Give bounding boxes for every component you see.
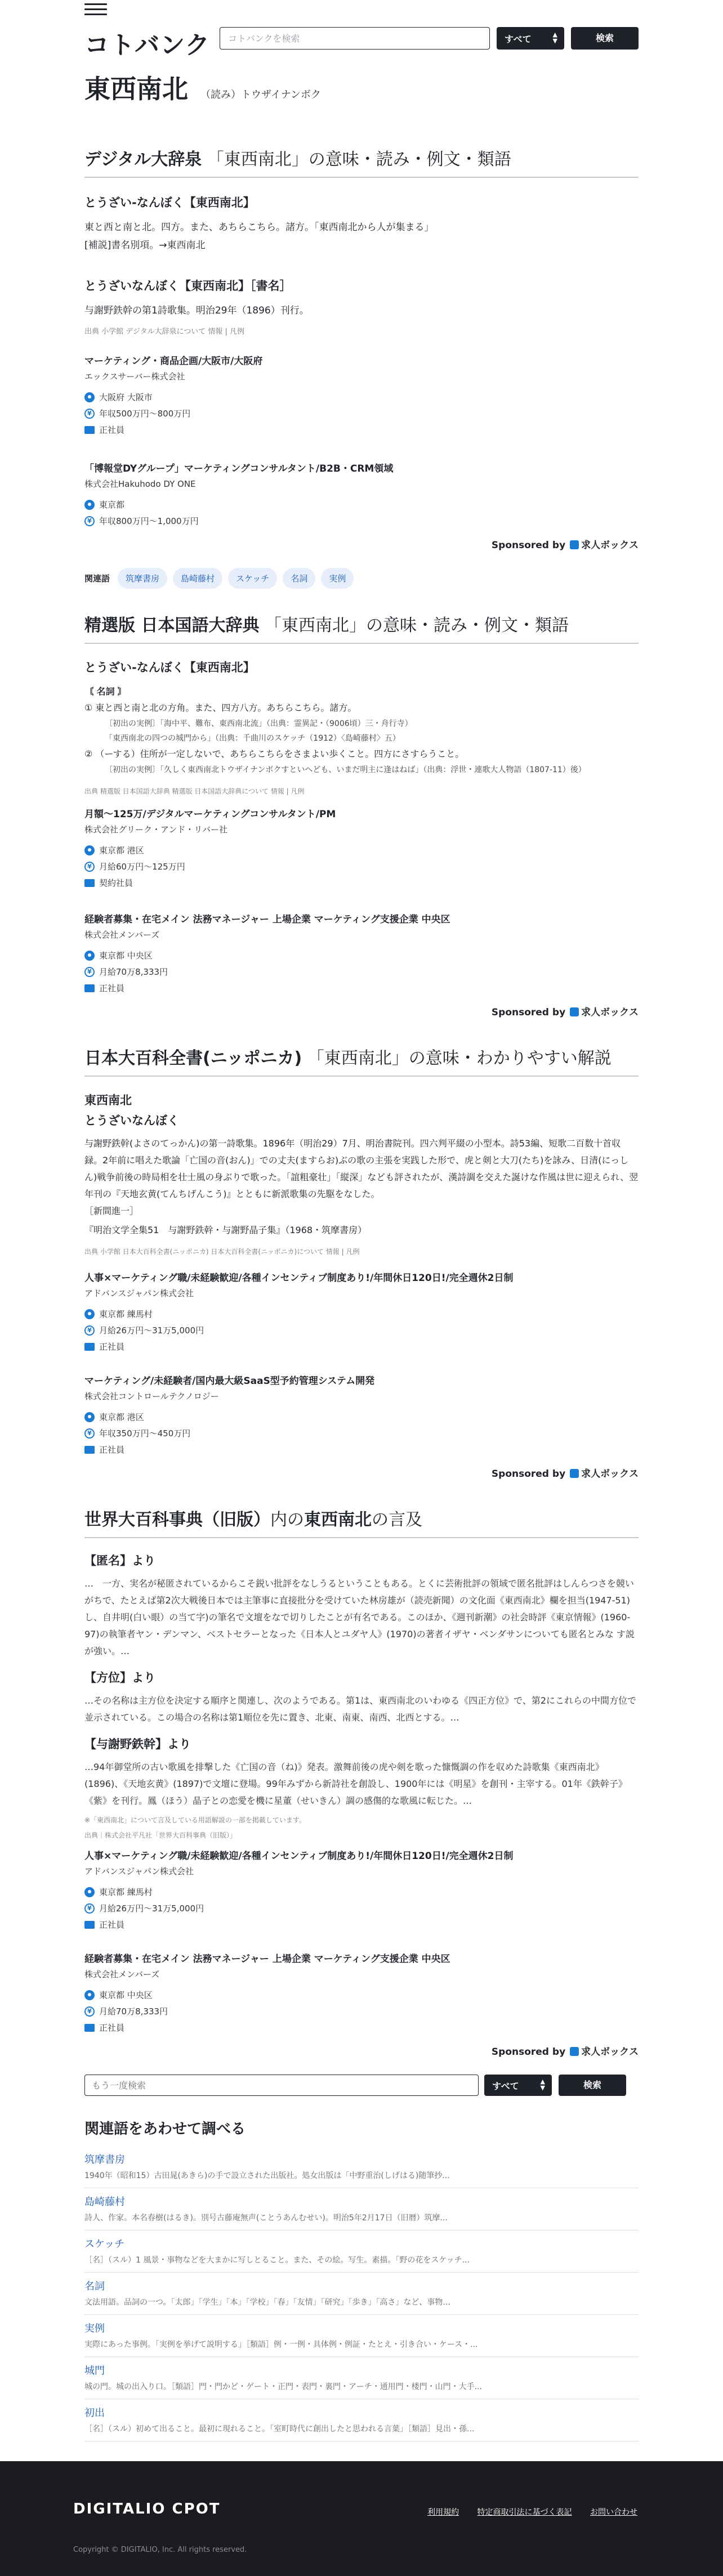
bottom-search-bar <box>84 2075 639 2096</box>
nipponica-heading: 日本大百科全書(ニッポニカ) 「東西南北」の意味・わかりやすい解説 <box>84 1044 639 1077</box>
sponsor-label: Sponsored by 求人ボックス <box>84 1466 639 1480</box>
tag-item[interactable]: スケッチ <box>228 568 277 589</box>
salary-icon: ¥ <box>84 409 95 419</box>
job-location: 東京都 <box>99 500 125 510</box>
job-ad[interactable] <box>84 1270 639 1352</box>
location-pin-icon <box>84 1412 95 1422</box>
related-item[interactable] <box>84 2399 639 2441</box>
job-salary: 月給26万円〜31万5,000円 <box>99 1903 204 1914</box>
job-location: 東京都 港区 <box>99 845 144 855</box>
nipponica-body: 与謝野鉄幹(よさのてっかん)の第一詩歌集。1896年（明治29）7月、明治書院刊。四六判平綴の小型本。詩53編、短歌二百数十首収録。2年前に唱えた歌論「亡国の音(おん)」での丈夫(ますらお)ぶの歌の主張を実践した形で、虎と剣と大刀(たち)を詠み、日清(にっしん)戦争前後の時局相を壮士風の身ぶりで歌った。「誼粗豪壮」「縦深」なども評されたが、漢詩調を交えた誕けな作風は世に迎えられ、翌年刊の『天地玄黄(てんちげんこう)』とともに新派歌集の先駆をなした。 <box>84 1138 639 1199</box>
related-desc: 詩人、作家。本名春樹(はるき)。別号古藤庵無声(ことうあんむせい)。明治5年2月17日（旧暦）筑摩... <box>84 2214 448 2223</box>
nipponica-bibliography: 『明治文学全集51 与謝野鉄幹・与謝野晶子集』（1968・筑摩書房） <box>84 1225 367 1235</box>
salary-icon: ¥ <box>84 1325 95 1336</box>
nikkoku-def1-note: 〔初出の実例〕「海中平、難布、東西南北流」（出典：霊異記・（9006頃）三・舟行寺） <box>105 719 413 728</box>
related-tags-label: 関連語 <box>84 574 110 584</box>
related-term[interactable]: 実例 <box>84 2323 105 2335</box>
job-salary: 年収800万円〜1,000万円 <box>99 516 199 526</box>
job-location: 東京都 練馬村 <box>99 1887 153 1897</box>
footer-copyright: Copyright © DIGITALIO, Inc. All rights reserved. <box>73 2546 247 2554</box>
salary-icon: ¥ <box>84 516 95 526</box>
sekai-note: ※「東西南北」について言及している用語解説の一部を掲載しています。 <box>84 1816 306 1824</box>
job-title[interactable]: 経験者募集・在宅メイン 法務マネージャー 上場企業 マーケティング支援企業 中央区 <box>84 1954 450 1965</box>
location-pin-icon <box>84 1309 95 1319</box>
related-term[interactable]: スケッチ <box>84 2238 125 2250</box>
search-scope-label: すべて <box>505 34 532 44</box>
nipponica-source: 出典 小学館 日本大百科全書(ニッポニカ) 日本大百科全書(ニッポニカ)について 情報 | 凡例 <box>84 1248 360 1256</box>
nikkoku-entry-title: とうざい‐なんぼく【東西南北】 <box>84 661 255 674</box>
job-company: 株式会社Hakuhodo DY ONE <box>84 479 196 489</box>
sponsor-brand[interactable]: 求人ボックス <box>570 537 639 551</box>
related-term[interactable]: 名詞 <box>84 2281 105 2292</box>
job-location: 東京都 練馬村 <box>99 1309 153 1319</box>
job-ad[interactable] <box>84 806 639 889</box>
nipponica-reading: とうざいなんぼく <box>84 1114 179 1127</box>
job-type: 正社員 <box>99 2023 125 2033</box>
job-title[interactable]: 「博報堂DYグループ」マーケティングコンサルタント/B2B・CRM領域 <box>84 463 394 474</box>
select-arrows-icon: ▲ ▼ <box>552 31 557 44</box>
job-ad[interactable] <box>84 460 639 527</box>
nipponica-title: 東西南北 <box>84 1094 132 1107</box>
related-list <box>84 2146 639 2441</box>
related-item[interactable] <box>84 2146 639 2188</box>
bottom-search-input[interactable] <box>84 2075 479 2096</box>
hamburger-menu-icon[interactable] <box>84 3 107 18</box>
entry-reading: （読み）トウザイナンボク <box>200 89 321 101</box>
salary-icon: ¥ <box>84 862 95 872</box>
sekai-s3-body: …94年御堂所の古い歌風を排撃した《亡国の音（ね)》発表。激舞前後の虎や剣を歌った慷慨調の作を収めた詩歌集《東西南北》(1896)、《天地玄黄》(1897)で文壇に登場。99年みずから新詩社を創設し、1900年には《明星》を創刊・主宰する。01年《鉄幹子》《紫》を刊行。鳳（ほう）晶子との恋愛を機に星董（せいきん）調の感傷的な歌風に転じた。… <box>84 1762 627 1806</box>
tag-item[interactable]: 筑摩書房 <box>118 568 167 589</box>
job-ad[interactable] <box>84 911 639 994</box>
job-ad[interactable] <box>84 1373 639 1455</box>
sekai-source: 出典｜株式会社平凡社「世界大百科事典（旧版）」 <box>84 1831 237 1839</box>
daijisen-entry-title: とうざい‐なんぼく【東西南北】 <box>84 196 255 209</box>
entry-heading <box>84 69 639 106</box>
sekai-s3-title: 【与謝野鉄幹】より <box>84 1737 191 1751</box>
job-title[interactable]: 月額〜125万/デジタルマーケティングコンサルタント/PM <box>84 809 336 820</box>
select-arrows-icon: ▲ ▼ <box>540 2078 545 2091</box>
daijisen-book-title: とうざいなんぼく【東西南北】［書名］ <box>84 279 292 293</box>
related-term[interactable]: 城門 <box>84 2365 105 2377</box>
tag-item[interactable]: 実例 <box>321 568 354 589</box>
nikkoku-heading: 精選版 日本国語大辞典 「東西南北」の意味・読み・例文・類語 <box>84 611 639 644</box>
salary-icon: ¥ <box>84 967 95 977</box>
related-term[interactable]: 初出 <box>84 2407 105 2419</box>
related-desc: ［名］（スル）1 風景・事物などを大まかに写しとること。また、その絵。写生。素描。「野の花をスケッチ... <box>84 2256 470 2265</box>
bottom-search-scope-select[interactable] <box>484 2075 552 2096</box>
employment-type-icon <box>84 984 95 992</box>
daijisen-heading: デジタル大辞泉 「東西南北」の意味・読み・例文・類語 <box>84 145 639 178</box>
job-title[interactable]: マーケティング・商品企画/大阪市/大阪府 <box>84 356 263 367</box>
location-pin-icon <box>84 500 95 510</box>
job-ad[interactable] <box>84 1848 639 1930</box>
sponsor-label: Sponsored by 求人ボックス <box>84 2044 639 2058</box>
footer-link-terms[interactable]: 利用規約 <box>427 2508 459 2517</box>
job-ad[interactable] <box>84 353 639 436</box>
footer-link-contact[interactable]: お問い合わせ <box>590 2508 637 2517</box>
related-desc: ［名］（スル）初めて出ること。最初に現れること。「室町時代に創出したと思われる言葉」［類語］見出・孫... <box>84 2425 475 2434</box>
job-salary: 年収350万円〜450万円 <box>99 1428 191 1439</box>
entry-title: 東西南北 <box>84 74 188 104</box>
daijisen-source: 出典 小学館 デジタル大辞泉について 情報 | 凡例 <box>84 328 245 336</box>
job-salary: 年収500万円〜800万円 <box>99 409 191 419</box>
search-input[interactable] <box>220 27 490 50</box>
salary-icon: ¥ <box>84 2006 95 2017</box>
nikkoku-source: 出典 精選版 日本国語大辞典 精選版 日本国語大辞典について 情報 | 凡例 <box>84 787 305 795</box>
job-ad[interactable] <box>84 1951 639 2033</box>
job-title[interactable]: 人事×マーケティング職/未経験歓迎/各種インセンティブ制度あり!/年間休日120日!/完全週休2日制 <box>84 1273 514 1284</box>
nikkoku-def1: ① 東と西と南と北の方角。また、四方八方。あちらこちら。諸方。 <box>84 702 357 713</box>
sponsor-brand[interactable]: 求人ボックス <box>570 1004 639 1018</box>
job-location: 東京都 港区 <box>99 1412 144 1422</box>
location-pin-icon <box>84 951 95 961</box>
footer-links <box>412 2506 637 2517</box>
employment-type-icon <box>84 1343 95 1351</box>
tag-item[interactable]: 島崎藤村 <box>173 568 222 589</box>
salary-icon: ¥ <box>84 1428 95 1439</box>
job-company: 株式会社グリーク・アンド・リバー社 <box>84 825 227 835</box>
sponsor-label: Sponsored by 求人ボックス <box>84 1004 639 1018</box>
related-desc: 城の門。城の出入り口。［類語］門・門かど・ゲート・正門・表門・裏門・アーチ・通用門・楼門・山門・大手... <box>84 2382 482 2391</box>
related-item[interactable] <box>84 2273 639 2315</box>
sekai-s2-body: …その名称は主方位を決定する順序と関連し、次のようである。第1は、東西南北のいわゆる《四正方位》で、第2にこれらの中間方位で並示されている。この場合の名称は第1順位を先に置き、北東、南東、南西、北西とする。… <box>84 1695 637 1723</box>
site-footer <box>0 2461 723 2576</box>
search-button[interactable]: 検索 <box>571 27 639 50</box>
job-type: 正社員 <box>99 1920 125 1930</box>
nikkoku-def2: ② （ーする）住所が一定しないで、あちらこちらをさまよい歩くこと。四方にさすらうこと。 <box>84 749 465 759</box>
sekai-heading: 世界大百科事典（旧版）内の東西南北の言及 <box>84 1506 639 1538</box>
sekai-s1-body: … 一方、実名が秘匿されているからこそ鋭い批評をなしうるということもある。とくに芸術批評の領域で匿名批評はしんらつさを競いがちで、たとえば第2次大戦後日本では主筆事に直接批分を受けていた林房雄が（読売新聞）の文化面《東西南北》欄を担当(1947-51)し、自井明(白い眼）の当て字)の筆名で文壇をなで切りしたことが有名である。このほか、《週刊新潮》の社会時評《東京情報》(1960-97)の執筆者ヤン・デンマン、ベストセラーとなった《日本人とユダヤ人》(1970)の著者イザヤ・ベンダサンについても匿名とみな す説が強い。… <box>84 1578 635 1656</box>
employment-type-icon <box>84 879 95 887</box>
job-salary: 月給70万8,333円 <box>99 2006 168 2017</box>
related-item[interactable] <box>84 2188 639 2230</box>
related-item[interactable] <box>84 2315 639 2357</box>
related-desc: 文法用語。品詞の一つ。「太郎」「学生」「本」「学校」「春」「友情」「研究」「歩き」「高さ」など、事物... <box>84 2298 450 2307</box>
job-company: 株式会社メンバーズ <box>84 1969 160 1979</box>
daijisen-note: [補説]書名別項。→東西南北 <box>84 240 206 251</box>
related-item[interactable] <box>84 2230 639 2273</box>
nikkoku-def1-note: 「東西南北の四つの城門から」（出典：千曲川のスケッチ（1912）〈島崎藤村〉五） <box>105 734 400 743</box>
job-company: エックスサーバー株式会社 <box>84 371 185 382</box>
daijisen-definition: 東と西と南と北。四方。また、あちらこちら。諸方。「東西南北から人が集まる」 <box>84 222 434 233</box>
job-type: 正社員 <box>99 1342 125 1352</box>
job-type: 正社員 <box>99 1445 125 1455</box>
job-location: 東京都 中央区 <box>99 1990 153 2000</box>
footer-link-commerce-law[interactable]: 特定商取引法に基づく表記 <box>477 2508 572 2517</box>
job-location: 大阪府 大阪市 <box>99 392 153 402</box>
related-desc: 1940年（昭和15）古田晁(あきら)の手で設立された出版社。処女出版は「中野重治(しげはる)随筆抄... <box>84 2171 450 2180</box>
related-term[interactable]: 島崎藤村 <box>84 2196 125 2208</box>
related-desc: 実際にあった事例。「実例を挙げて説明する」［類語］例・一例・具体例・例証・たとえ・引き合い・ケース・... <box>84 2340 478 2349</box>
employment-type-icon <box>84 1446 95 1454</box>
job-company: 株式会社メンバーズ <box>84 930 160 940</box>
tag-item[interactable]: 名詞 <box>283 568 315 589</box>
related-term[interactable]: 筑摩書房 <box>84 2154 125 2166</box>
job-title[interactable]: 経験者募集・在宅メイン 法務マネージャー 上場企業 マーケティング支援企業 中央区 <box>84 914 450 925</box>
job-company: アドバンスジャパン株式会社 <box>84 1866 194 1876</box>
location-pin-icon <box>84 1990 95 2000</box>
sponsor-brand[interactable]: 求人ボックス <box>570 1466 639 1480</box>
employment-type-icon <box>84 426 95 434</box>
sponsor-label: Sponsored by 求人ボックス <box>84 537 639 551</box>
salary-icon: ¥ <box>84 1903 95 1914</box>
location-pin-icon <box>84 845 95 855</box>
daijisen-book-desc: 与謝野鉄幹の第1詩歌集。明治29年（1896）刊行。 <box>84 305 309 316</box>
related-heading: 関連語をあわせて調べる <box>84 2121 246 2138</box>
sponsor-brand[interactable]: 求人ボックス <box>570 2044 639 2058</box>
job-type: 契約社員 <box>99 878 133 888</box>
footer-logo[interactable]: DIGITALIO CPOT <box>73 2501 221 2517</box>
location-pin-icon <box>84 1887 95 1897</box>
job-title[interactable]: マーケティング/未経験者/国内最大級SaaS型予約管理システム開発 <box>84 1376 375 1387</box>
employment-type-icon <box>84 1921 95 1929</box>
bottom-search-scope-label: すべて <box>492 2081 519 2091</box>
sekai-s2-title: 【方位】より <box>84 1671 155 1685</box>
job-title[interactable]: 人事×マーケティング職/未経験歓迎/各種インセンティブ制度あり!/年間休日120日!/完全週休2日制 <box>84 1851 514 1862</box>
related-item[interactable] <box>84 2357 639 2399</box>
site-logo[interactable]: コトバンク <box>84 31 211 60</box>
job-salary: 月給60万円〜125万円 <box>99 862 185 872</box>
job-company: 株式会社コントロールテクノロジー <box>84 1391 219 1401</box>
bottom-search-button[interactable]: 検索 <box>559 2075 626 2096</box>
nikkoku-pos: 〘 名詞 〙 <box>84 686 127 697</box>
sekai-s1-title: 【匿名】より <box>84 1554 155 1567</box>
job-type: 正社員 <box>99 425 125 435</box>
job-type: 正社員 <box>99 983 125 993</box>
nipponica-author: ［新間進一］ <box>84 1206 139 1216</box>
job-company: アドバンスジャパン株式会社 <box>84 1288 194 1298</box>
search-scope-select[interactable] <box>497 27 564 50</box>
job-location: 東京都 中央区 <box>99 951 153 961</box>
related-tags <box>84 568 639 589</box>
job-salary: 月給26万円〜31万5,000円 <box>99 1325 204 1336</box>
nikkoku-def2-note: 〔初出の実例〕「久しく東西南北トウザイナンボクすといへども、いまだ明主に逢はねば」（出典：浮世・連歌大人物語（1807-11）後） <box>105 765 586 774</box>
location-pin-icon <box>84 392 95 402</box>
job-salary: 月給70万8,333円 <box>99 967 168 977</box>
employment-type-icon <box>84 2024 95 2032</box>
